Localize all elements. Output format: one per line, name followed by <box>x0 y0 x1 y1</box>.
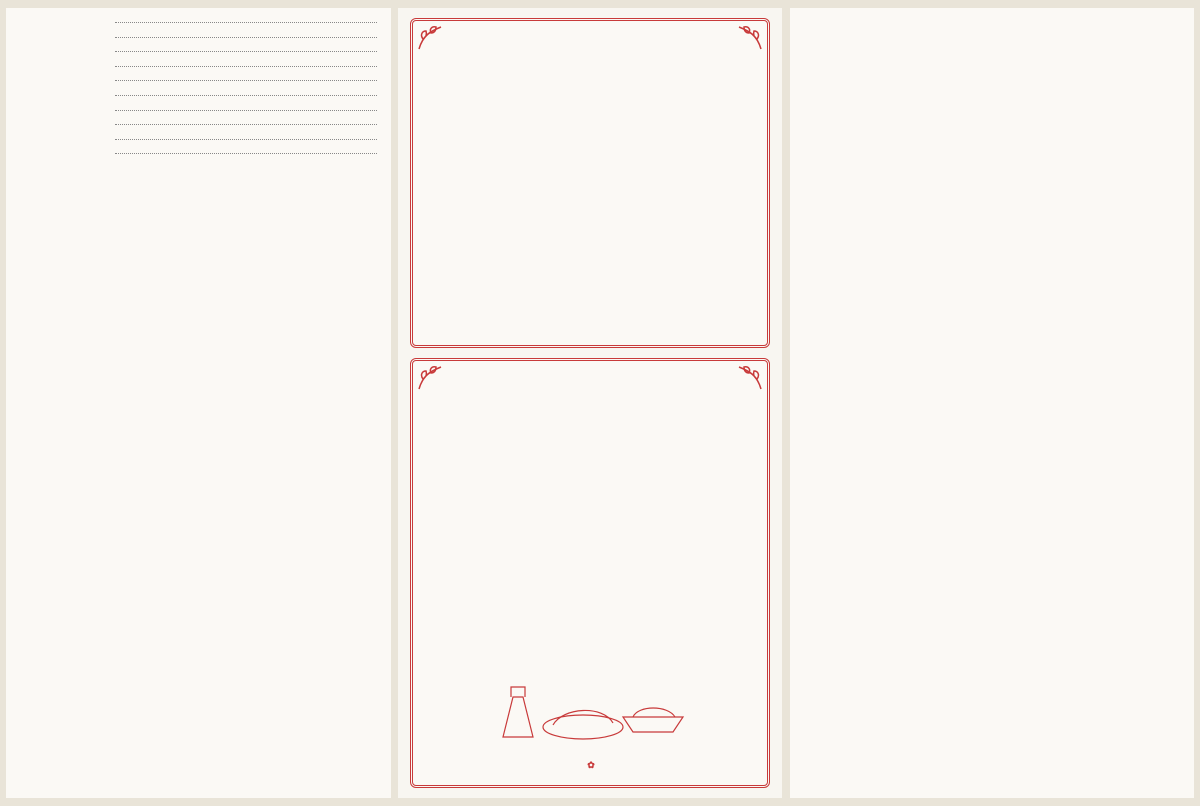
lunch-special-box <box>410 18 770 348</box>
chefs-special-box <box>410 358 770 788</box>
middle-menu-panel <box>398 8 782 798</box>
dot-leader <box>115 102 377 111</box>
floral-ornament-icon <box>737 365 763 391</box>
menu-item-row <box>22 131 383 146</box>
floral-ornament-icon <box>417 365 443 391</box>
menu-item-row <box>22 145 383 160</box>
dot-leader <box>115 58 377 67</box>
chili-pepper-icon: ✿ <box>587 760 595 770</box>
menu-item-row <box>22 116 383 131</box>
menu-item-row <box>22 102 383 117</box>
dot-leader <box>115 145 377 154</box>
dot-leader <box>115 72 377 81</box>
menu-section-appetizers <box>6 14 391 160</box>
floral-ornament-icon <box>737 25 763 51</box>
dot-leader <box>115 14 377 23</box>
menu-item-row <box>22 58 383 73</box>
food-illustration-icon <box>493 677 693 747</box>
menu-item-row <box>22 72 383 87</box>
menu-item-row <box>22 43 383 58</box>
dot-leader <box>115 43 377 52</box>
menu-item-row <box>22 14 383 29</box>
right-menu-panel <box>790 8 1194 798</box>
hot-and-spicy-legend <box>413 755 767 773</box>
dot-leader <box>115 131 377 140</box>
left-menu-panel <box>6 8 391 798</box>
menu-item-row <box>22 29 383 44</box>
dot-leader <box>115 87 377 96</box>
menu-item-row <box>22 87 383 102</box>
dot-leader <box>115 29 377 38</box>
dot-leader <box>115 116 377 125</box>
floral-ornament-icon <box>417 25 443 51</box>
